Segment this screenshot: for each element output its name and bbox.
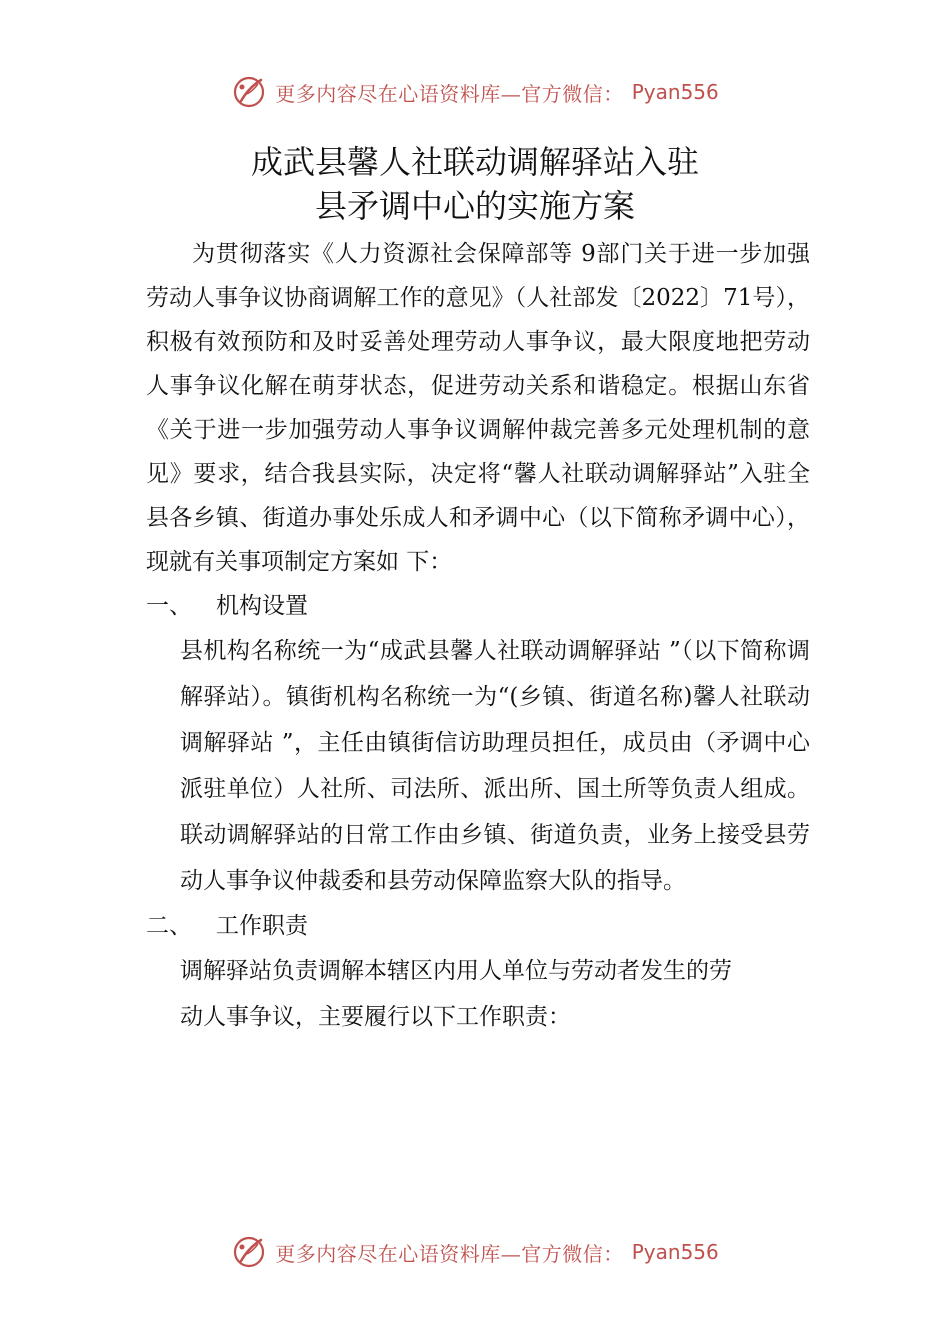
title-line-2: 县矛调中心的实施方案 bbox=[314, 187, 635, 225]
watermark-text: 更多内容尽在心语资料库—官方微信： bbox=[275, 81, 624, 106]
watermark-wechat-id: Pyan556 bbox=[631, 80, 719, 104]
watermark-text: 更多内容尽在心语资料库—官方微信： bbox=[275, 1241, 624, 1266]
document-title bbox=[0, 140, 950, 228]
quill-seal-icon bbox=[231, 74, 267, 110]
section-1-heading bbox=[146, 584, 810, 628]
quill-seal-icon bbox=[231, 1234, 267, 1270]
section-1-content: 县机构名称统一为“成武县馨人社联动调解驿站 ”（以下简称调解驿站）。镇街机构名称统一为“(乡镇、街道名称)馨人社联动调解驿站 ”，主任由镇街信访助理员担任，成员由（矛调中心派驻单位）人社所、司法所、派出所、国土所等负责人组成。联动调解驿站的日常工作由乡镇、街道负责，业务上接受县劳动人事争议仲裁委和县劳动保障监察大队的指导。 bbox=[180, 638, 810, 894]
intro-paragraph: 为贯彻落实《人力资源社会保障部等 9部门关于进一步加强劳动人事争议协商调解工作的意见》（人社部发〔2022〕71号），积极有效预防和及时妥善处理劳动人事争议，最大限度地把劳动人事争议化解在萌芽状态，促进劳动关系和谐稳定。根据山东省《关于进一步加强劳动人事争议调解仲裁完善多元处理机制的意见》要求，结合我县实际，决定将“馨人社联动调解驿站”入驻全县各乡镇、街道办事处乐成人和矛调中心（以下简称矛调中心），现就有关事项制定方案如 下： bbox=[146, 241, 810, 575]
document-body bbox=[146, 232, 810, 1040]
section-2-content bbox=[146, 948, 810, 1040]
watermark-banner-bottom bbox=[0, 1232, 950, 1272]
watermark-banner-top bbox=[0, 72, 950, 112]
section-2-heading bbox=[146, 904, 810, 948]
section-1-number: 一、 bbox=[146, 593, 192, 619]
section-2-content-line-2: 动人事争议，主要履行以下工作职责： bbox=[180, 1004, 571, 1030]
section-2-title: 工作职责 bbox=[216, 913, 308, 939]
title-line-1: 成武县馨人社联动调解驿站入驻 bbox=[250, 143, 699, 181]
section-1-title: 机构设置 bbox=[216, 593, 308, 619]
section-2-content-line-1: 调解驿站负责调解本辖区内用人单位与劳动者发生的劳 bbox=[180, 958, 732, 984]
watermark-wechat-id: Pyan556 bbox=[631, 1240, 719, 1264]
section-2-number: 二、 bbox=[146, 913, 192, 939]
